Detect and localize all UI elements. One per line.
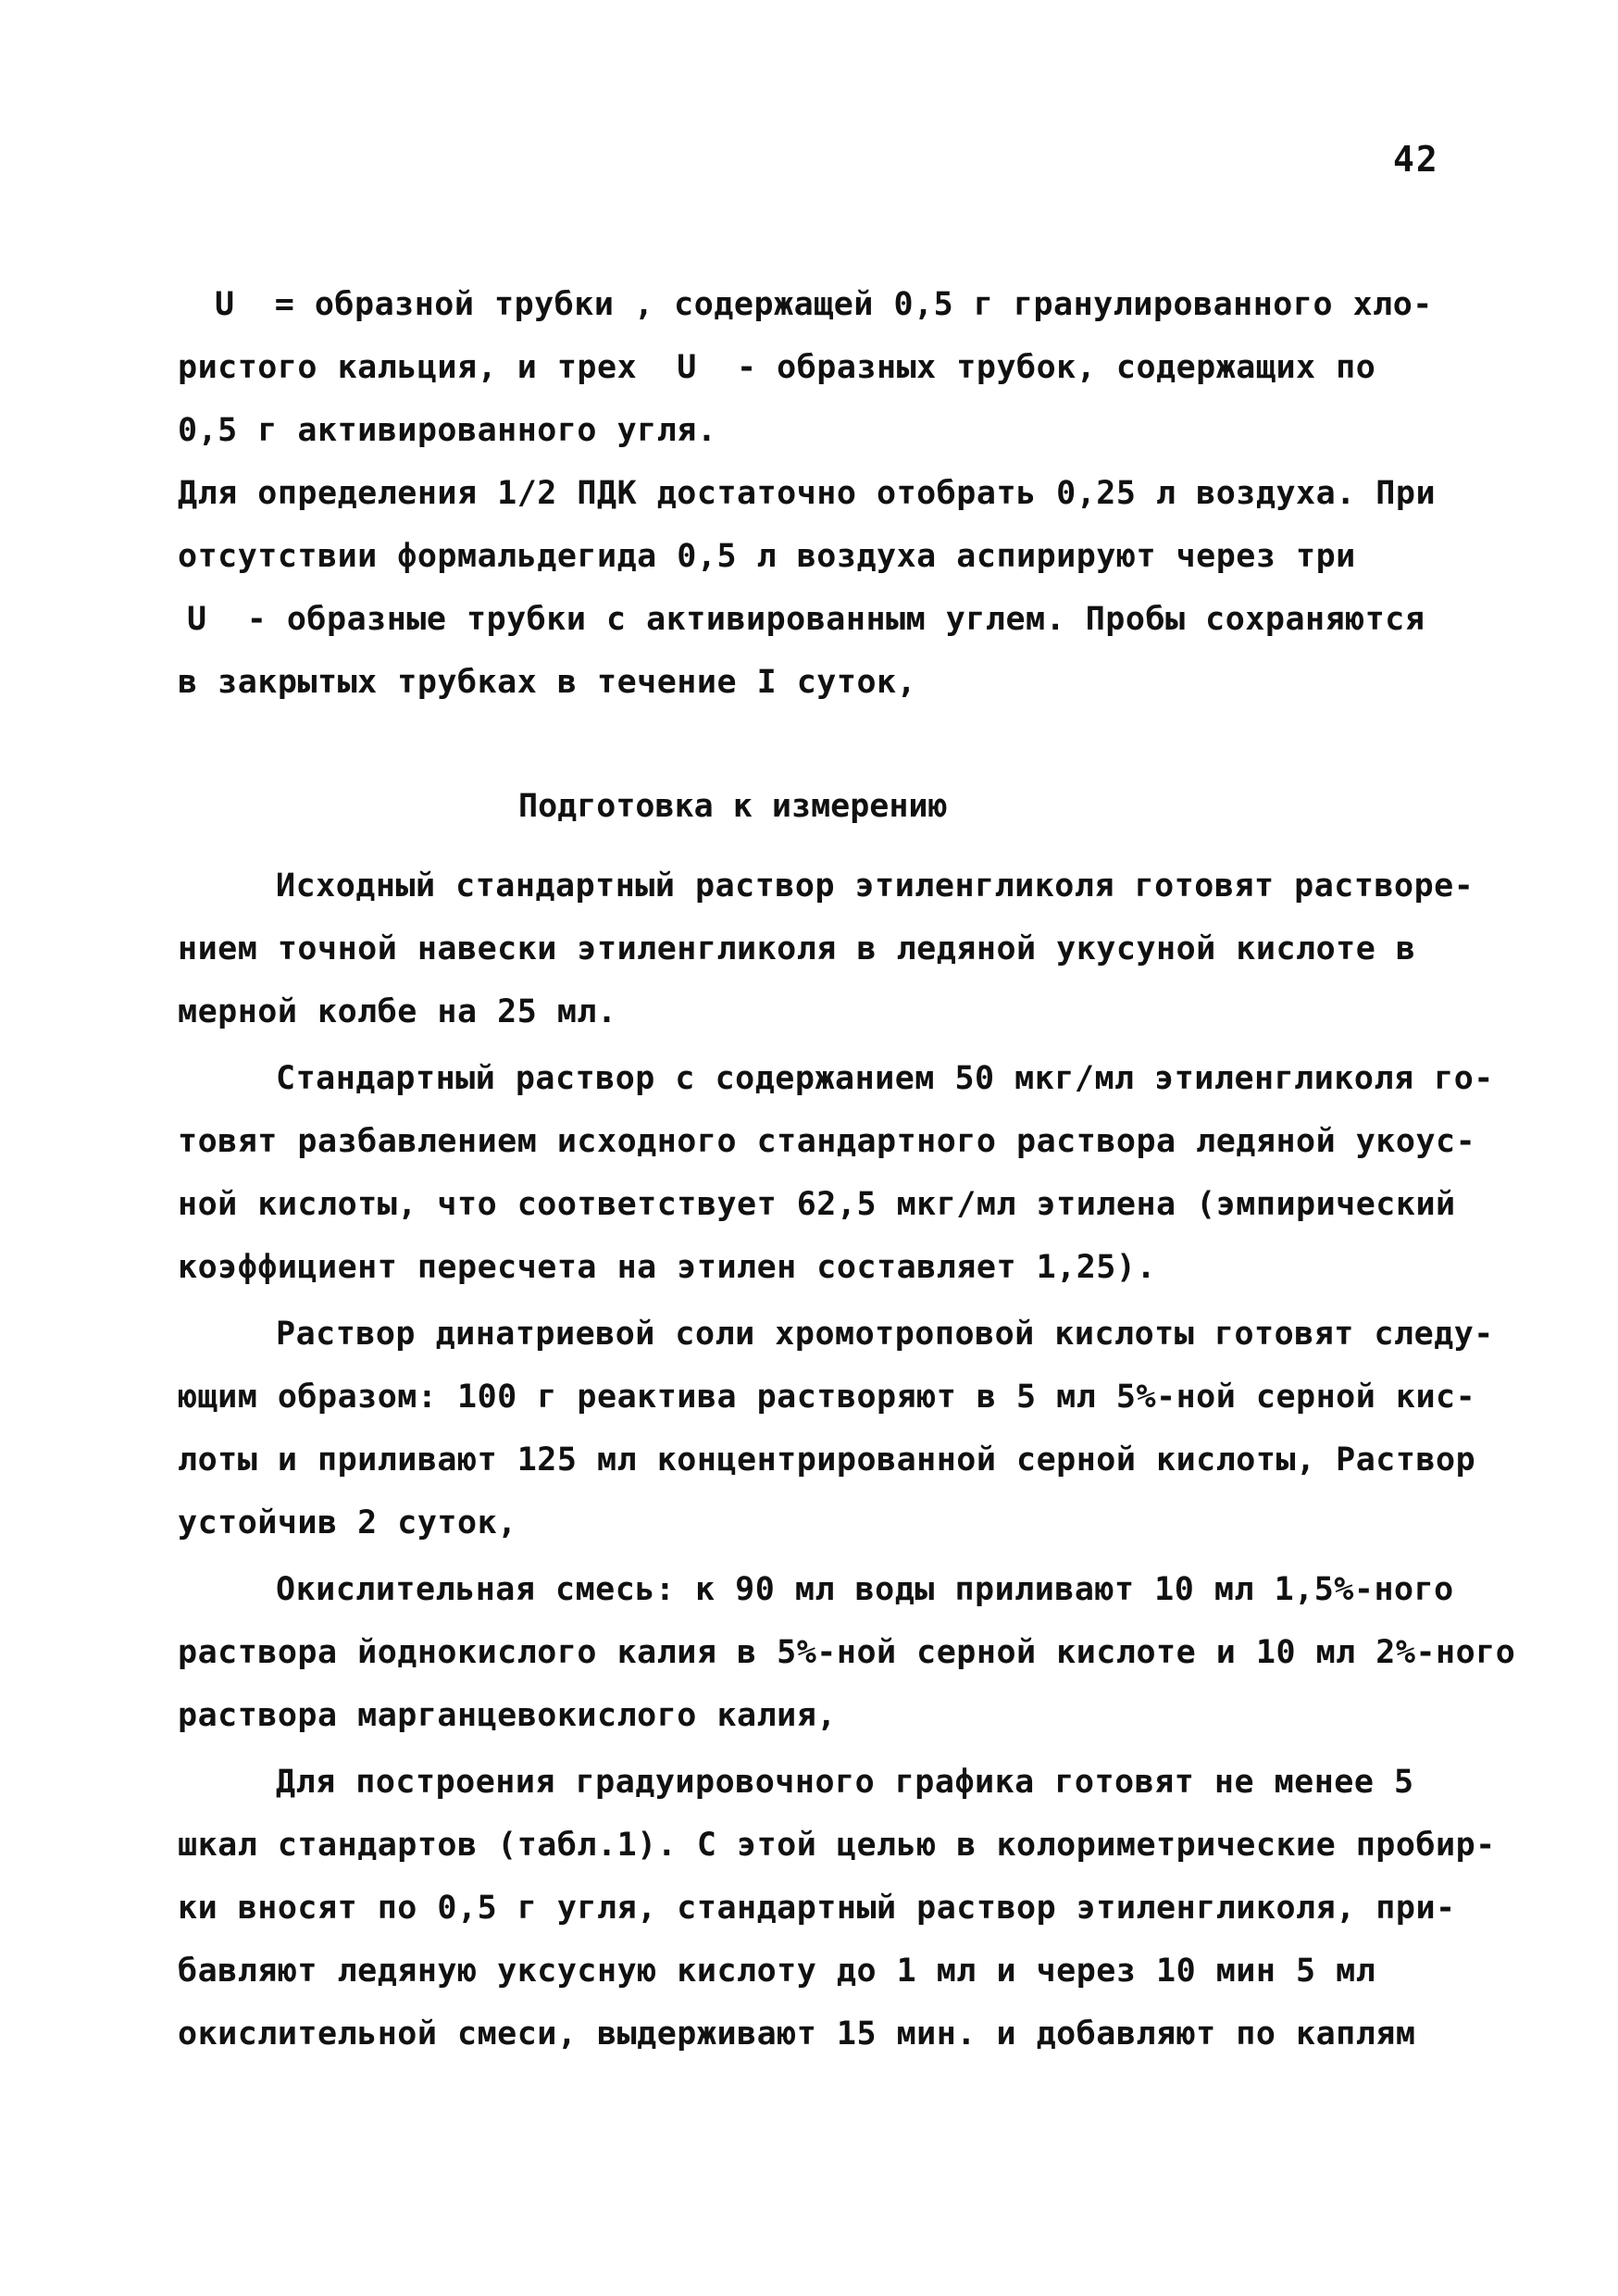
paragraph-3-line-3: мерной колбе на 25 мл. [178, 993, 617, 1030]
paragraph-1-line-3: 0,5 г активированного угля. [178, 412, 717, 449]
page-number: 42 [1393, 139, 1439, 180]
paragraph-6-line-2: раствора йоднокислого калия в 5%-ной серной кислоте и 10 мл 2%-ного [178, 1634, 1516, 1671]
paragraph-7-line-4: бавляют ледяную уксусную кислоту до 1 мл и через 10 мин 5 мл [178, 1953, 1376, 1990]
paragraph-5-line-1: Раствор динатриевой соли хромотроповой кислоты готовят следу- [276, 1316, 1494, 1353]
paragraph-5-line-4: устойчив 2 суток, [178, 1504, 517, 1541]
paragraph-7-line-2: шкал стандартов (табл.1). С этой целью в колориметрические пробир- [178, 1827, 1496, 1864]
paragraph-4-line-4: коэффициент пересчета на этилен составляет 1,25). [178, 1249, 1157, 1286]
paragraph-4-line-3: ной кислоты, что соответствует 62,5 мкг/мл этилена (эмпирический [178, 1186, 1456, 1223]
paragraph-3-line-2: нием точной навески этиленгликоля в ледяной укусуной кислоте в [178, 930, 1416, 967]
paragraph-1-line-1: U = образной трубки , содержащей 0,5 г гранулированного хло- [215, 286, 1433, 323]
paragraph-4-line-1: Стандартный раствор с содержанием 50 мкг/мл этиленгликоля го- [276, 1060, 1494, 1097]
paragraph-5-line-2: ющим образом: 100 г реактива растворяют в 5 мл 5%-ной серной кис- [178, 1379, 1476, 1416]
paragraph-3-line-1: Исходный стандартный раствор этиленгликоля готовят растворе- [276, 867, 1475, 905]
paragraph-2-line-2: отсутствии формальдегида 0,5 л воздуха аспирируют через три [178, 538, 1356, 575]
paragraph-6-line-1: Окислительная смесь: к 90 мл воды приливают 10 мл 1,5%-ного [276, 1571, 1454, 1608]
paragraph-7-line-3: ки вносят по 0,5 г угля, стандартный раствор этиленгликоля, при- [178, 1890, 1456, 1927]
paragraph-2-line-4: в закрытых трубках в течение I суток, [178, 664, 917, 701]
paragraph-7-line-1: Для построения градуировочного графика готовят не менее 5 [276, 1764, 1414, 1801]
paragraph-2-line-3: U - образные трубки с активированным углем. Пробы сохраняются [187, 601, 1425, 638]
paragraph-5-line-3: лоты и приливают 125 мл концентрированной серной кислоты, Раствор [178, 1441, 1476, 1479]
paragraph-4-line-2: товят разбавлением исходного стандартного раствора ледяной укоус- [178, 1123, 1476, 1160]
paragraph-6-line-3: раствора марганцевокислого калия, [178, 1697, 837, 1734]
section-heading: Подготовка к измерению [518, 788, 948, 825]
paragraph-2-line-1: Для определения 1/2 ПДК достаточно отобрать 0,25 л воздуха. При [178, 475, 1437, 512]
paragraph-1-line-2: ристого кальция, и трех U - образных трубок, содержащих по [178, 349, 1376, 386]
paragraph-7-line-5: окислительной смеси, выдерживают 15 мин. и добавляют по каплям [178, 2015, 1416, 2053]
